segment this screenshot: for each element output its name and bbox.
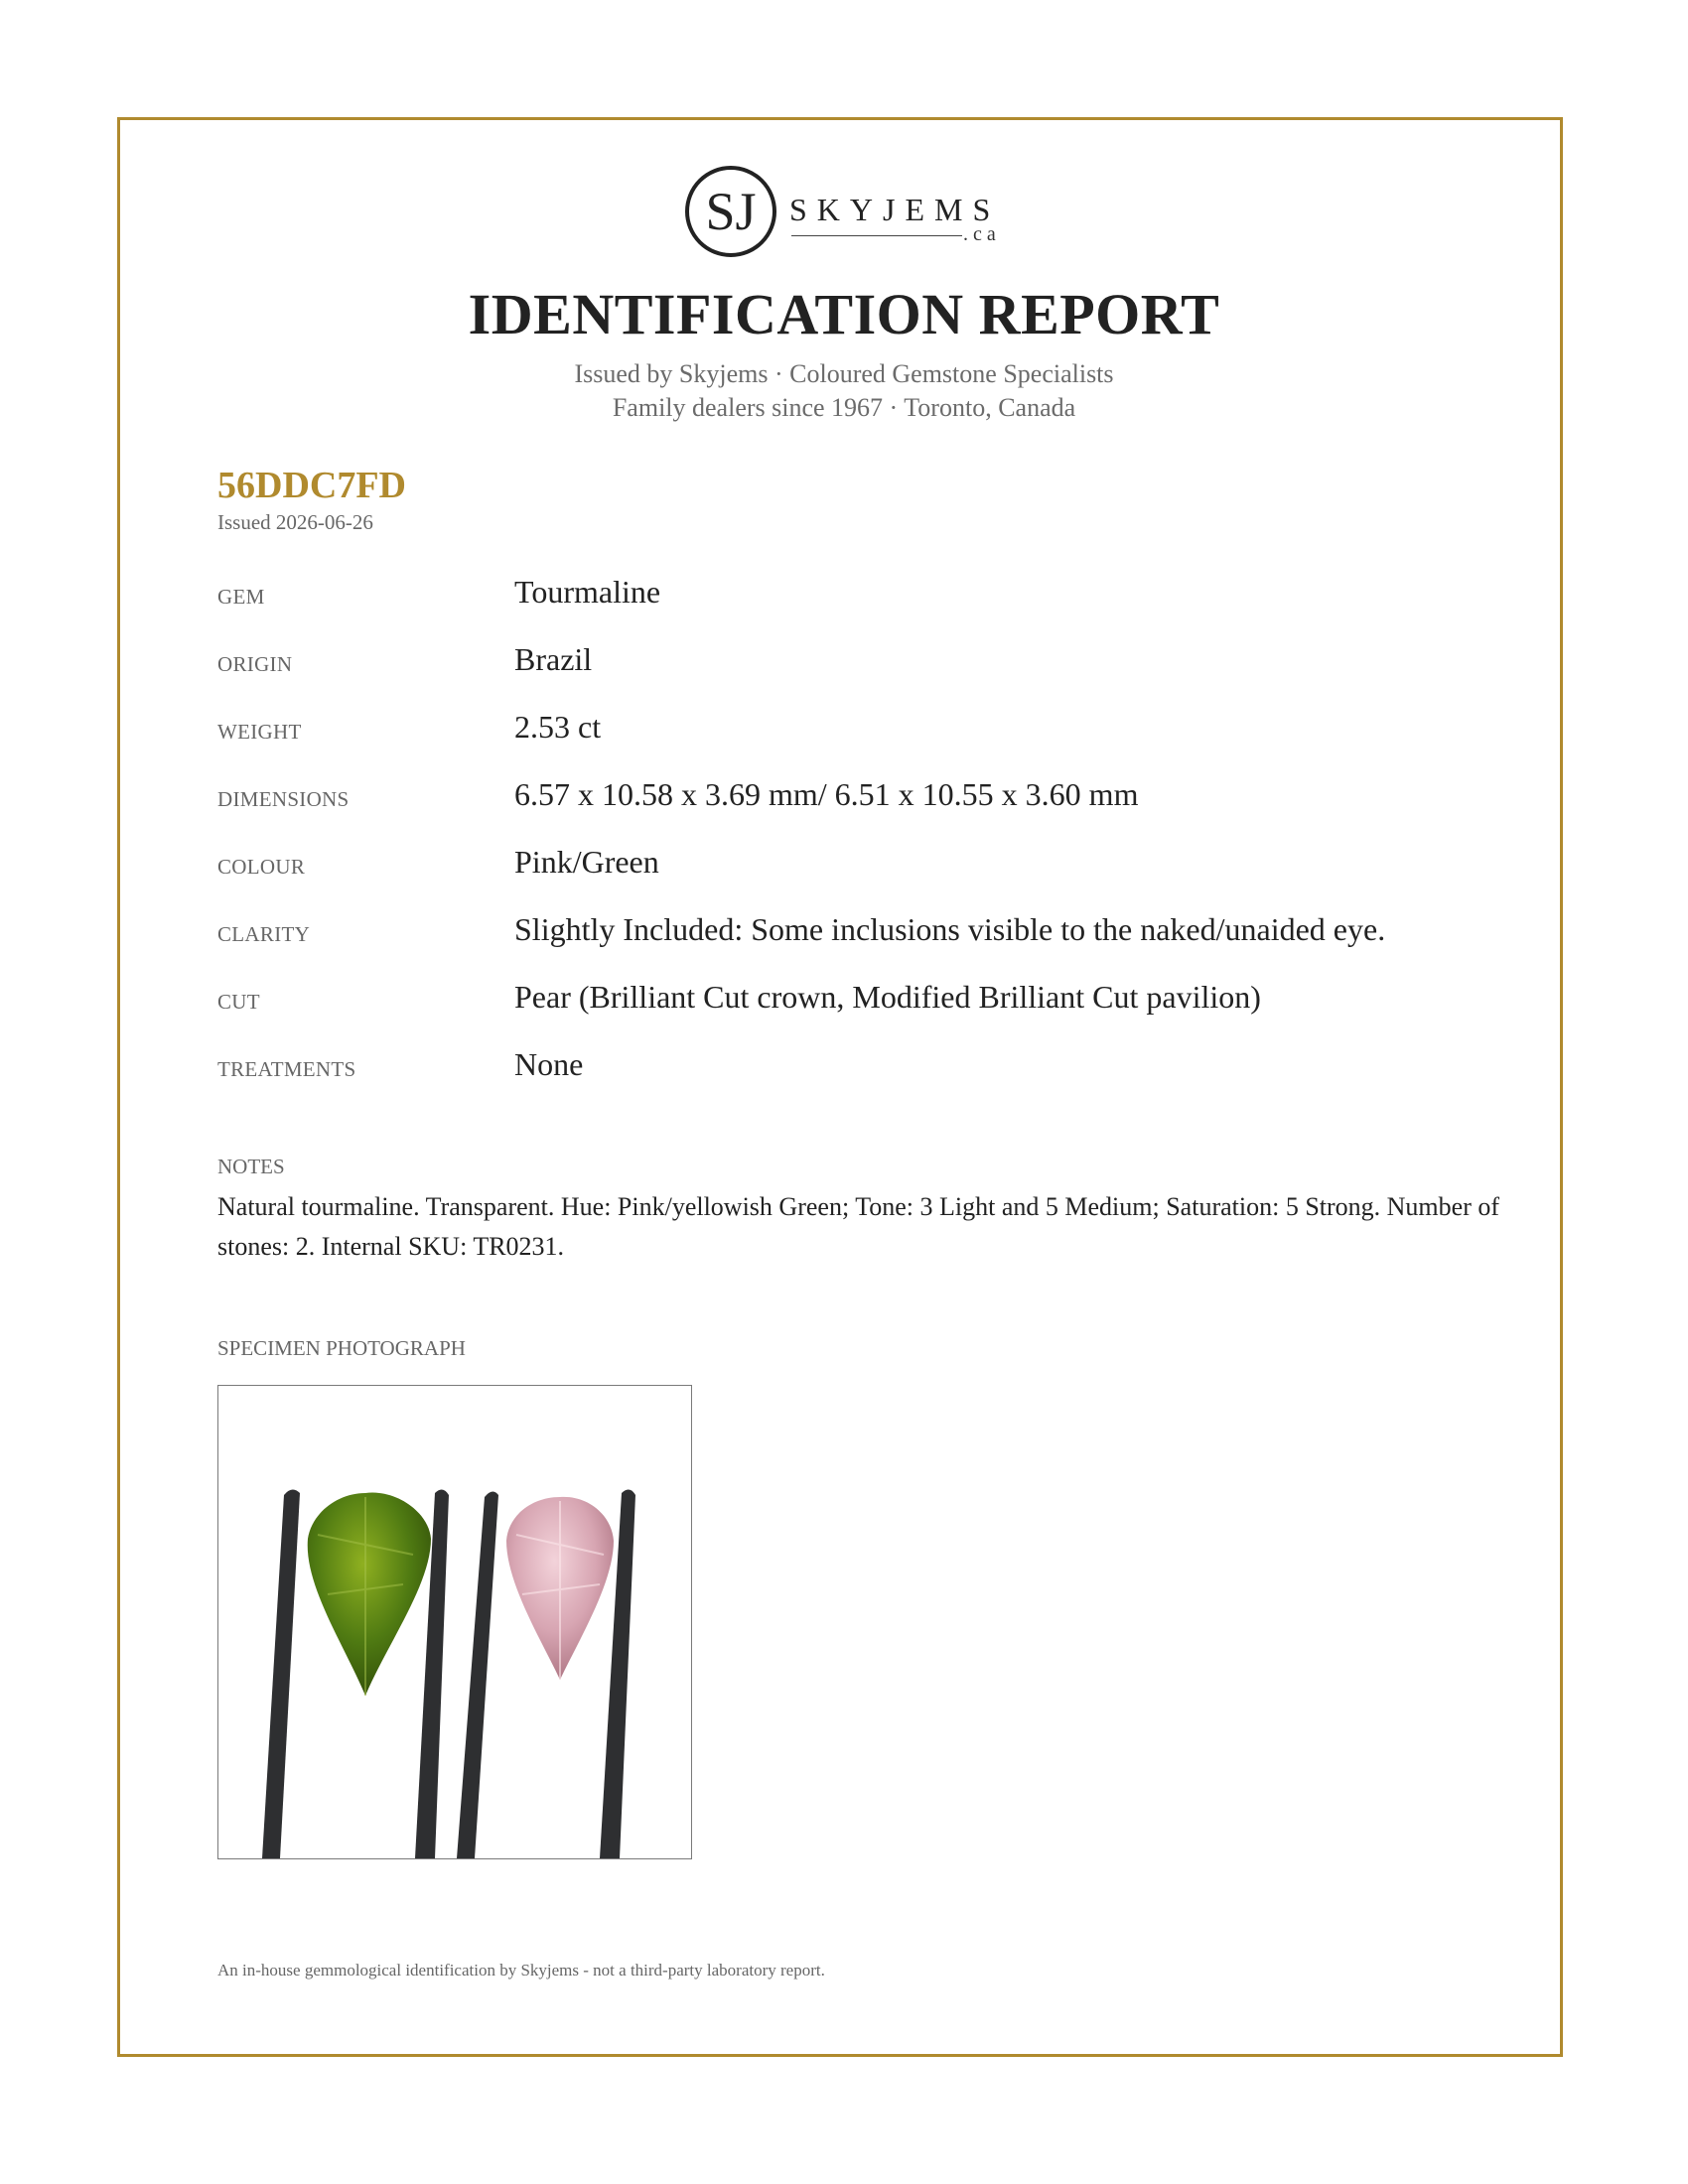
svg-text:SJ: SJ [705, 182, 757, 241]
tweezer-left-arm-a [262, 1489, 300, 1858]
notes-label: NOTES [217, 1155, 285, 1178]
gem-value: Tourmaline [514, 574, 661, 610]
report-id: 56DDC7FD [217, 465, 406, 506]
footer-disclaimer: An in-house gemmological identification by Skyjems - not a third-party laboratory report. [217, 1961, 825, 1979]
gem-label: GEM [217, 585, 265, 609]
issue-date: Issued 2026-06-26 [217, 510, 373, 534]
dimensions-label: DIMENSIONS [217, 787, 350, 811]
clarity-label: CLARITY [217, 922, 311, 946]
skyjems-logo [683, 164, 1001, 263]
logo-domain-suffix: .ca [963, 223, 1001, 245]
cut-label: CUT [217, 990, 260, 1014]
colour-label: COLOUR [217, 855, 306, 879]
clarity-value: Slightly Included: Some inclusions visible to the naked/unaided eye. [514, 911, 1386, 947]
dimensions-value: 6.57 x 10.58 x 3.69 mm/ 6.51 x 10.55 x 3.60 mm [514, 776, 1139, 812]
cut-value: Pear (Brilliant Cut crown, Modified Brilliant Cut pavilion) [514, 979, 1261, 1015]
origin-label: ORIGIN [217, 652, 293, 676]
weight-value: 2.53 ct [514, 709, 602, 745]
weight-label: WEIGHT [217, 720, 302, 744]
treatments-value: None [514, 1046, 584, 1082]
sj-monogram-icon [683, 164, 778, 259]
specimen-image [218, 1386, 691, 1858]
tweezer-right-arm-a [457, 1491, 498, 1858]
notes-text: Natural tourmaline. Transparent. Hue: Pink/yellowish Green; Tone: 3 Light and 5 Medium; Saturation: 5 Strong. Number of stones: 2. Internal SKU: TR0231. [217, 1192, 1500, 1261]
report-subtitle-location: Family dealers since 1967 · Toronto, Canada [612, 393, 1076, 422]
report-subtitle-issuer: Issued by Skyjems · Coloured Gemstone Specialists [574, 359, 1114, 388]
colour-value: Pink/Green [514, 844, 659, 880]
green-tourmaline-stone [308, 1493, 431, 1696]
origin-value: Brazil [514, 641, 593, 677]
logo-rule [791, 235, 962, 236]
specimen-photo-label: SPECIMEN PHOTOGRAPH [217, 1336, 466, 1360]
logo-wordmark: SKYJEMS [789, 192, 1001, 227]
specimen-photograph [217, 1385, 692, 1859]
treatments-label: TREATMENTS [217, 1057, 356, 1081]
report-title: IDENTIFICATION REPORT [468, 282, 1220, 346]
